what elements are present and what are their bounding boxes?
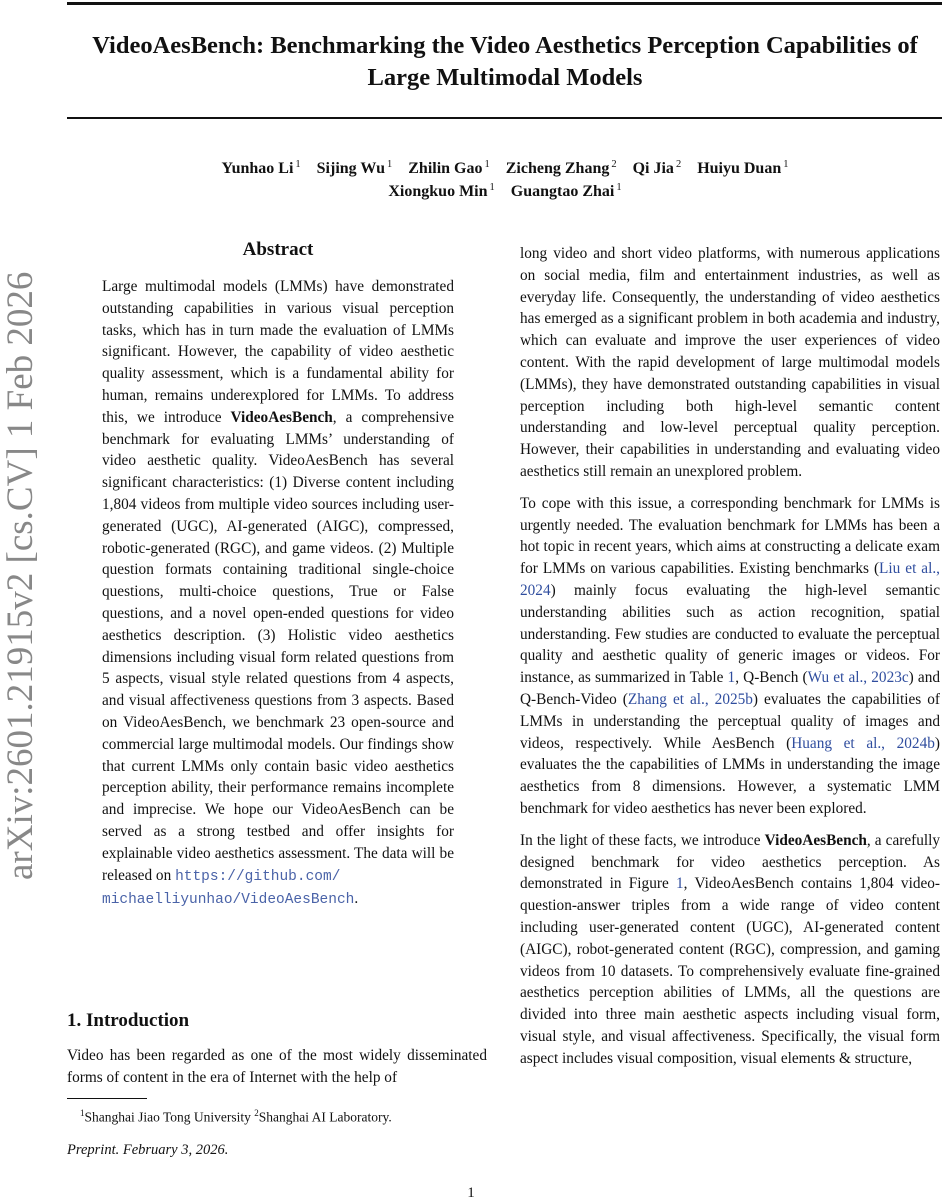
abstract-body: Large multimodal models (LMMs) have demonstrated outstanding capabilities in various visual perception tasks, which has in turn made the evaluation of LMMs significant. However, the capability of video aesthetic quality assessment, which is a fundamental ability for human, remains underexplored for LMMs. To address this, we introduce VideoAesBench, a comprehensive benchmark for evaluating LMMs’ understanding of video aesthetic quality. VideoAesBench has several significant characteristics: (1) Diverse content including 1,804 videos from multiple video sources including user-generated (UGC), AI-generated (AIGC), compressed, robotic-generated (RGC), and game videos. (2) Multiple question formats containing traditional single-choice questions, multi-choice questions, True or False questions, and a novel open-ended questions for video aesthetics description. (3) Holistic video aesthetics dimensions including visual form related questions from 5 aspects, visual style related questions from 4 aspects, and visual affectiveness questions from 3 aspects. Based on VideoAesBench, we benchmark 23 open-source and commercial large multimodal models. Our findings show that current LMMs only contain basic video aesthetics perception ability, their performance remains incomplete and imprecise. We hope our VideoAesBench can be served as a strong testbed and offer insights for explainable video aesthetics assessment. The data will be released on https://github.com/ michaelliyunhao/VideoAesBench. bbox=[102, 278, 454, 909]
title-line-2: Large Multimodal Models bbox=[367, 64, 643, 91]
preprint-note: Preprint. February 3, 2026. bbox=[67, 1142, 229, 1158]
right-paragraph-2: To cope with this issue, a corresponding benchmark for LMMs is urgently needed. The evaluation benchmark for LMMs has been a hot topic in recent years, which aims at constructing a delicate exam for LMMs on various capabilities. Existing benchmarks (Liu et al., 2024) mainly focus evaluating the high-level semantic understanding abilities such as action recognition, spatial understanding. Few studies are conducted to evaluate the perceptual quality and aesthetic quality of generic images or videos. For instance, as summarized in Table 1, Q-Bench (Wu et al., 2023c) and Q-Bench-Video (Zhang et al., 2025b) evaluates the capabilities of LMMs in understanding the perceptual quality of images and videos, respectively. While AesBench (Huang et al., 2024b) evaluates the the capabilities of LMMs in understanding the image aesthetics from 8 dimensions. However, a systematic LMM benchmark for video aesthetics has never been explored. bbox=[520, 494, 940, 817]
author-list bbox=[67, 157, 942, 203]
citation-link[interactable]: Zhang et al., 2025b bbox=[627, 690, 753, 708]
right-paragraph-3: In the light of these facts, we introduce VideoAesBench, a carefully designed benchmark for video aesthetics perception. As demonstrated in Figure 1, VideoAesBench contains 1,804 video-question-answer triples from a wide range of video content including user-generated content (UGC), AI-generated content (AIGC), robot-generated content (RGC), compression, and gaming videos from 10 datasets. To comprehensively evaluate fine-grained aesthetics perception abilities of LMMs, all the questions are divided into three main aesthetic aspects including visual form, visual style, and visual affectiveness. Specifically, the visual form aspect includes visual composition, visual elements & structure, bbox=[520, 831, 941, 1067]
paper-title bbox=[40, 30, 942, 94]
citation-link[interactable]: Huang et al., 2024b bbox=[791, 734, 935, 752]
introduction-body: Video has been regarded as one of the most widely disseminated forms of content in the era of Internet with the help of bbox=[67, 1047, 487, 1086]
author: Xiongkuo Min $^1$ bbox=[388, 181, 495, 200]
title-bottom-rule bbox=[67, 117, 942, 119]
author: Huiyu Duan $^1$ bbox=[697, 158, 789, 177]
title-line-1: VideoAesBench: Benchmarking the Video Aesthetics Perception Capabilities of bbox=[92, 32, 918, 59]
table-ref-link[interactable]: 1 bbox=[727, 669, 736, 687]
author-line-2 bbox=[67, 180, 942, 203]
affiliation-footnote: $^1$Shanghai Jiao Tong University $^2$Shanghai AI Laboratory. bbox=[80, 1108, 392, 1125]
author: Zicheng Zhang $^2$ bbox=[505, 158, 617, 177]
citation-link[interactable]: Liu et al., 2024 bbox=[520, 560, 940, 599]
author: Sijing Wu $^1$ bbox=[316, 158, 393, 177]
page-number: 1 bbox=[467, 1185, 475, 1201]
author-line-1 bbox=[67, 157, 942, 180]
arxiv-watermark: arXiv:2601.21915v2 [cs.CV] 1 Feb 2026 bbox=[0, 271, 41, 880]
repo-link[interactable]: https://github.com/ michaelliyunhao/VideoAesBench bbox=[102, 868, 355, 909]
introduction-heading: 1. Introduction bbox=[67, 1010, 190, 1031]
right-column bbox=[520, 243, 940, 1079]
benchmark-name: VideoAesBench bbox=[230, 408, 333, 426]
citation-link[interactable]: Wu et al., 2023c bbox=[807, 669, 909, 687]
author: Guangtao Zhai $^1$ bbox=[510, 181, 622, 200]
right-paragraph-1: long video and short video platforms, with numerous applications on social media, film and entertainment industries, as well as everyday life. Consequently, the understanding of video aesthetics has emerged as a significant problem in both academia and industry, which can evaluate and improve the user experiences of video content. With the rapid development of large multimodal models (LMMs), they have demonstrated outstanding capabilities in visual perception including both high-level semantic content understanding and low-level perceptual quality perception. However, their capabilities in understanding and evaluating video aesthetics still remain an unexplored problem. bbox=[520, 245, 940, 480]
top-rule bbox=[67, 2, 942, 5]
figure-ref-link[interactable]: 1 bbox=[676, 875, 684, 893]
footnote-rule bbox=[67, 1098, 147, 1099]
abstract-heading: Abstract bbox=[242, 239, 314, 260]
author: Yunhao Li $^1$ bbox=[221, 158, 301, 177]
author: Zhilin Gao $^1$ bbox=[408, 158, 490, 177]
author: Qi Jia $^2$ bbox=[632, 158, 682, 177]
